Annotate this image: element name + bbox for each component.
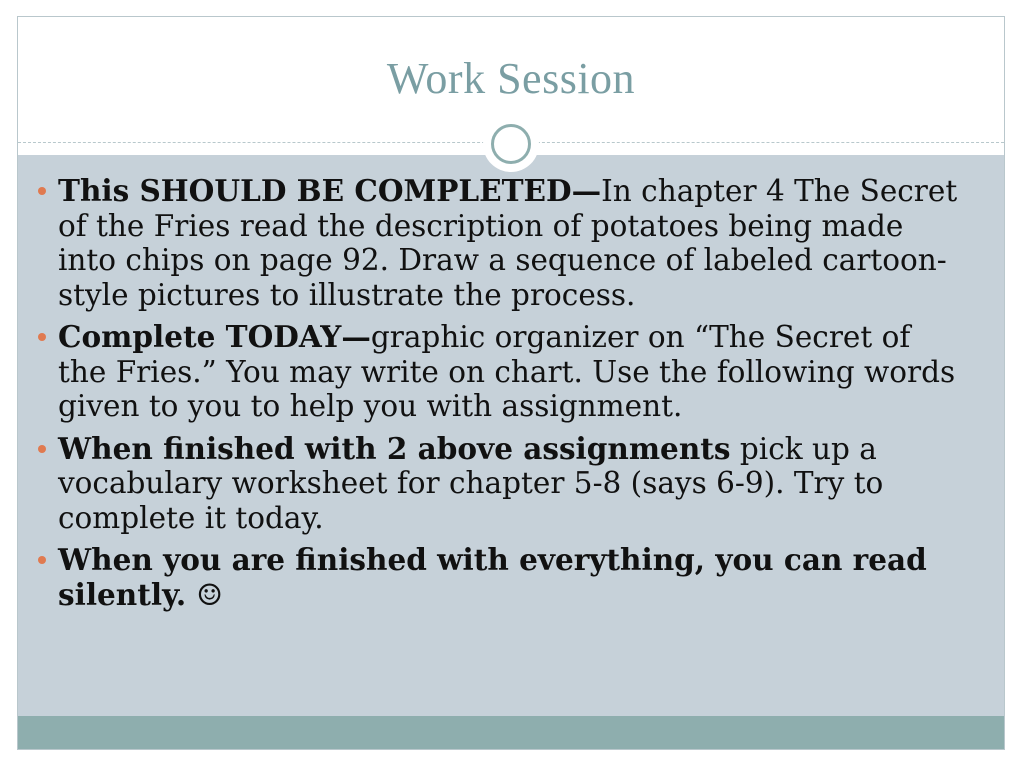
bullet-emphasis: When you are finished with everything, you can read silently. ☺ <box>58 542 927 612</box>
bullet-text: In chapter 4 The Secret of the Fries read the description of potatoes being made into chips on page 92. Draw a sequence of labeled cartoon-style pictures to illustrate the process. <box>58 174 958 312</box>
footer-band <box>18 716 1004 750</box>
list-item <box>58 320 958 424</box>
bullet-list <box>58 174 958 620</box>
list-item <box>58 432 958 536</box>
ring-inner <box>491 124 531 164</box>
ring-icon <box>483 116 539 172</box>
bullet-emphasis: This SHOULD BE COMPLETED— <box>58 173 602 208</box>
bullet-emphasis: Complete TODAY— <box>58 319 371 354</box>
bullet-text: graphic organizer on “The Secret of the Fries.” You may write on chart. Use the following words given to you to help you with assignment. <box>58 320 956 423</box>
list-item <box>58 543 958 612</box>
bullet-dot-icon <box>38 187 46 195</box>
slide-title: Work Session <box>386 54 636 103</box>
bullet-text: pick up a vocabulary worksheet for chapter 5-8 (says 6-9). Try to complete it today. <box>58 431 884 535</box>
bullet-emphasis: When finished with 2 above assignments <box>58 430 731 466</box>
bullet-dot-icon <box>38 556 46 564</box>
bullet-dot-icon <box>38 333 46 341</box>
list-item <box>58 174 958 312</box>
bullet-dot-icon <box>38 445 46 453</box>
